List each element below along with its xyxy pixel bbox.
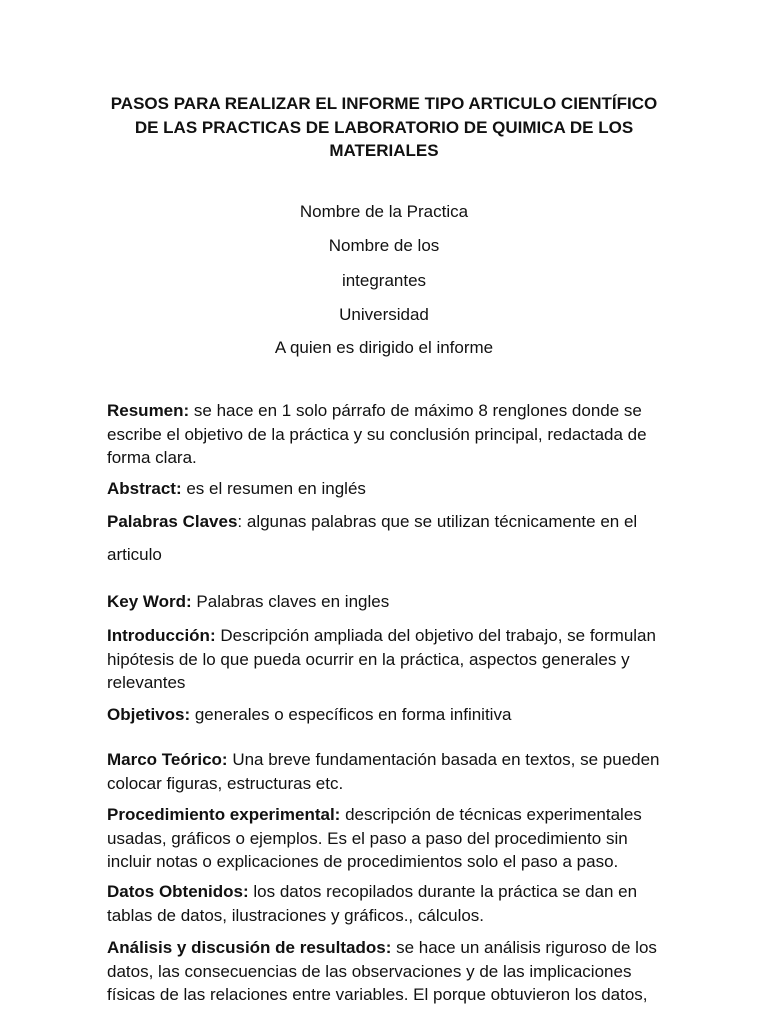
section-term: Objetivos: <box>107 705 191 724</box>
section-term: Resumen: <box>107 401 190 420</box>
section-marco-teorico <box>107 748 667 795</box>
section-text: Palabras claves en ingles <box>191 592 390 611</box>
practice-name: Nombre de la Practica <box>299 202 469 221</box>
section-text: Descripción ampliada del objetivo del trabajo, se formulan hipótesis de lo que pueda ocurrir en la práctica, aspectos generales y relevantes <box>107 626 656 692</box>
section-procedimiento <box>107 803 667 874</box>
section-palabras-claves-continued: articulo <box>107 545 162 564</box>
section-text: descripción de técnicas experimentales usadas, gráficos o ejemplos. Es el paso a paso del procedimiento sin incluir notas o explicaciones de procedimientos solo el paso a paso. <box>107 805 642 871</box>
section-term: Abstract: <box>107 479 182 498</box>
section-text: generales o específicos en forma infinitiva <box>190 705 512 724</box>
section-text: se hace en 1 solo párrafo de máximo 8 renglones donde se escribe el objetivo de la práctica y su conclusión principal, redactada de forma clara. <box>107 401 647 467</box>
section-text: : algunas palabras que se utilizan técnicamente en el <box>237 512 638 531</box>
section-text: Una breve fundamentación basada en textos, se pueden colocar figuras, estructuras etc. <box>107 750 660 793</box>
section-objetivos <box>107 703 667 727</box>
section-resumen <box>107 399 667 470</box>
section-analisis <box>107 936 667 1007</box>
section-text: se hace un análisis riguroso de los datos, las consecuencias de las observaciones y de las implicaciones físicas de las relaciones entre variables. El porque obtuvieron los datos, <box>107 938 657 1004</box>
section-term: Introducción: <box>107 626 216 645</box>
section-term: Procedimiento experimental: <box>107 805 341 824</box>
section-text: es el resumen en inglés <box>181 479 366 498</box>
members-line-2: integrantes <box>341 271 427 290</box>
section-abstract <box>107 477 667 501</box>
section-key-word <box>107 590 667 614</box>
section-term: Marco Teórico: <box>107 750 228 769</box>
section-term: Palabras Claves <box>107 512 238 531</box>
section-term: Key Word: <box>107 592 192 611</box>
university: Universidad <box>339 305 429 324</box>
section-palabras-claves <box>107 510 667 534</box>
document-title: PASOS PARA REALIZAR EL INFORME TIPO ARTICULO CIENTÍFICO DE LAS PRACTICAS DE LABORATORIO DE QUIMICA DE LOS MATERIALES <box>110 94 658 160</box>
members-line-1: Nombre de los <box>328 236 440 255</box>
section-introduccion <box>107 624 667 695</box>
section-term: Datos Obtenidos: <box>107 882 249 901</box>
section-text: los datos recopilados durante la práctica se dan en tablas de datos, ilustraciones y gráficos., cálculos. <box>107 882 638 925</box>
section-term: Análisis y discusión de resultados: <box>107 938 392 957</box>
addressee: A quien es dirigido el informe <box>274 338 494 357</box>
section-datos <box>107 880 667 927</box>
